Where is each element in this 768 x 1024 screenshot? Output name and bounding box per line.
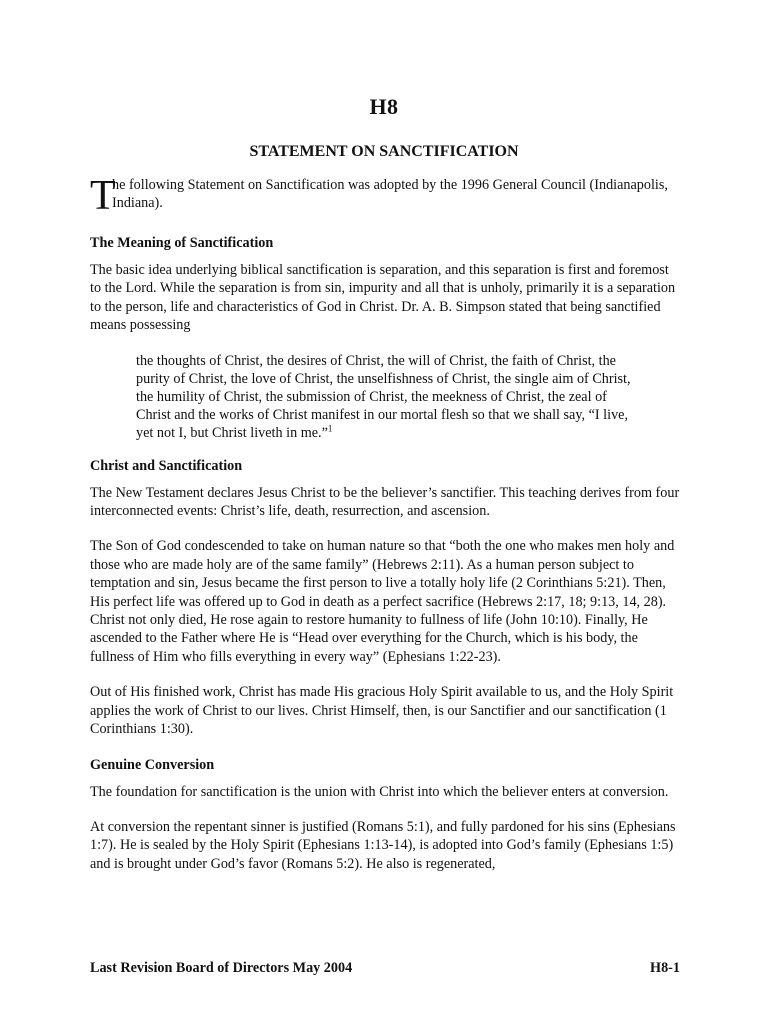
footnote-mark: 1 bbox=[327, 423, 333, 434]
section-heading-meaning: The Meaning of Sanctification bbox=[90, 235, 274, 251]
document-code: H8 bbox=[369, 94, 399, 119]
quote-text: the thoughts of Christ, the desires of Christ, the will of Christ, the faith of Christ, the purity of Christ, the love of Christ, the unselfishness of Christ, the single aim of Christ, the humility of Christ, the submission of Christ, the meekness of Christ, the zeal of Christ and the works of Christ manifest in our mortal flesh so that we shall say, “I live, yet not I, but Christ liveth in me.” bbox=[136, 352, 631, 442]
block-quote bbox=[136, 352, 636, 443]
section-heading-conversion: Genuine Conversion bbox=[90, 756, 215, 773]
drop-cap: T bbox=[90, 173, 116, 219]
paragraph: The Son of God condescended to take on human nature so that “both the one who makes men holy and those who are made holy are of the same family” (Hebrews 2:11). As a human person subject to temptation and sin, Jesus became the first person to live a totally holy life (2 Corinthians 5:21). Then, His perfect life was offered up to God in death as a perfect sacrifice (Hebrews 2:17, 18; 9:13, 14, 28). Christ not only died, He rose again to restore humanity to fullness of life (John 10:10). Finally, He ascended to the Father where He is “Head over everything for the Church, which is his body, the fullness of Him who fills everything in every way” (Ephesians 1:22-23). bbox=[90, 538, 675, 665]
paragraph: At conversion the repentant sinner is justified (Romans 5:1), and fully pardoned for his sins (Ephesians 1:7). He is sealed by the Holy Spirit (Ephesians 1:13-14), is adopted into God’s family (Ephesians 1:5) and is brought under God’s favor (Romans 5:2). He also is regenerated, bbox=[90, 818, 676, 872]
document-body bbox=[90, 173, 680, 890]
intro-paragraph bbox=[90, 173, 680, 219]
paragraph: The foundation for sanctification is the union with Christ into which the believer enters at conversion. bbox=[90, 783, 669, 800]
paragraph: Out of His finished work, Christ has made His gracious Holy Spirit available to us, and the Holy Spirit applies the work of Christ to our lives. Christ Himself, then, is our Sanctifier and our sanctification (1 Corinthians 1:30). bbox=[90, 684, 674, 738]
paragraph: The basic idea underlying biblical sanctification is separation, and this separation is first and foremost to the Lord. While the separation is from sin, impurity and all that is unholy, primarily it is a separation to the person, life and characteristics of God in Christ. Dr. A. B. Simpson stated that being sanctified means possessing bbox=[90, 262, 676, 334]
paragraph: The New Testament declares Jesus Christ to be the believer’s sanctifier. This teaching derives from four interconnected events: Christ’s life, death, resurrection, and ascension. bbox=[90, 484, 680, 520]
intro-text: he following Statement on Sanctification was adopted by the 1996 General Council (Indianapolis, Indiana). bbox=[112, 177, 668, 212]
page-footer bbox=[90, 960, 680, 977]
footer-revision: Last Revision Board of Directors May 2004 bbox=[90, 960, 353, 976]
document-title: STATEMENT ON SANCTIFICATION bbox=[249, 143, 519, 160]
page-number: H8-1 bbox=[650, 960, 680, 976]
section-heading-christ: Christ and Sanctification bbox=[90, 457, 243, 474]
